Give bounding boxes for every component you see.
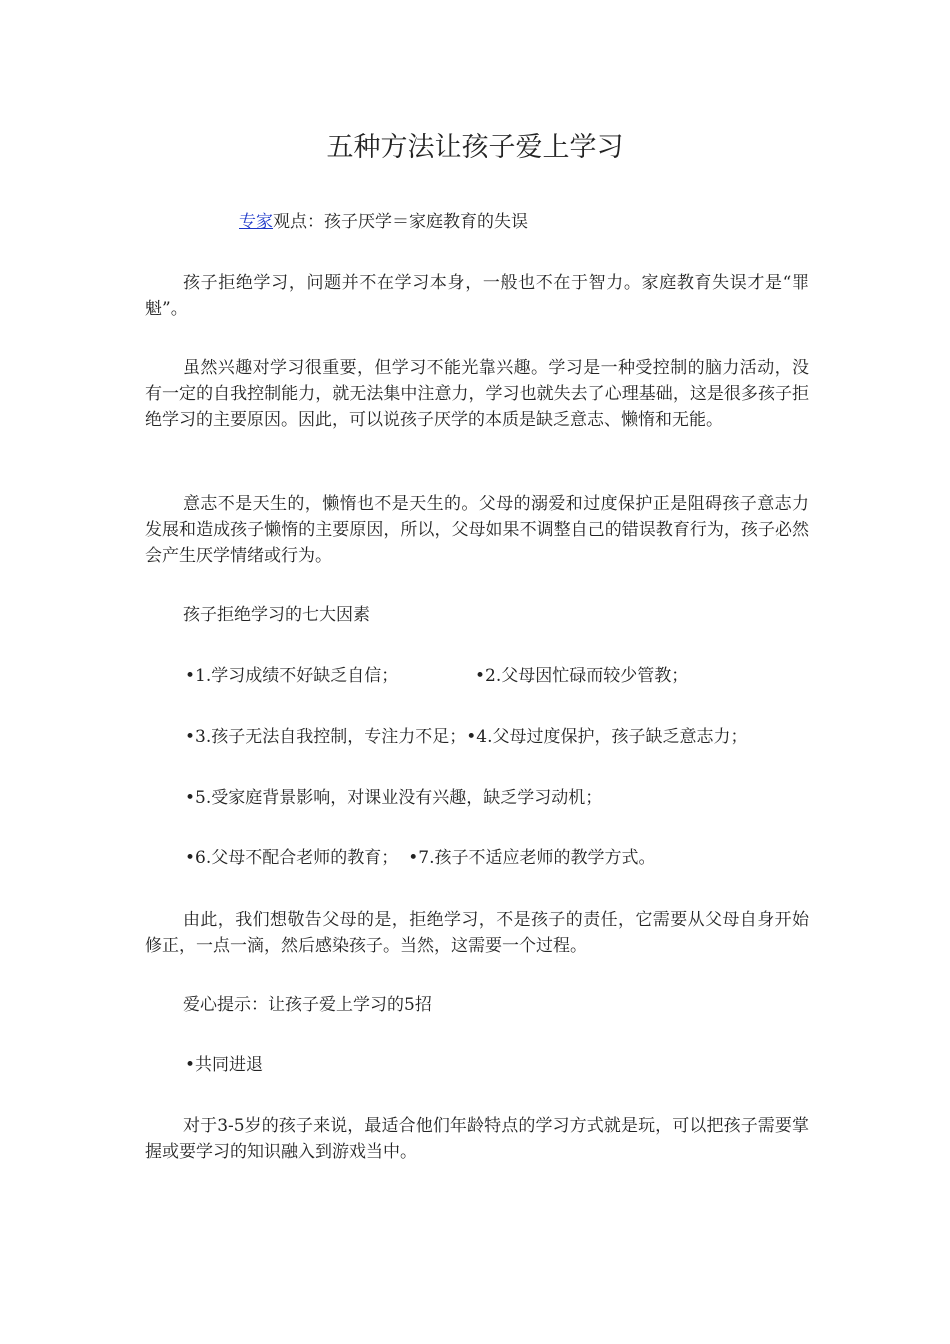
tip1-paragraph: 对于3-5岁的孩子来说，最适合他们年龄特点的学习方式就是玩，可以把孩子需要掌握或要学习的知识融入到游戏当中。 [145, 1116, 809, 1162]
factor-item: •6.父母不配合老师的教育； [185, 848, 399, 868]
tips-heading: 爱心提示：让孩子爱上学习的5招 [183, 995, 432, 1015]
expert-link[interactable]: 专家 [239, 212, 273, 232]
paragraph-3: 意志不是天生的，懒惰也不是天生的。父母的溺爱和过度保护正是阻碍孩子意志力发展和造成孩子懒惰的主要原因，所以，父母如果不调整自己的错误教育行为，孩子必然会产生厌学情绪或行为。 [145, 494, 809, 566]
factor-item: •5.受家庭背景影响，对课业没有兴趣，缺乏学习动机； [185, 788, 603, 808]
factors-row-4 [185, 845, 656, 871]
conclusion-paragraph: 由此，我们想敬告父母的是，拒绝学习，不是孩子的责任，它需要从父母自身开始修正，一点一滴，然后感染孩子。当然，这需要一个过程。 [145, 910, 809, 956]
paragraph-2: 虽然兴趣对学习很重要，但学习不能光靠兴趣。学习是一种受控制的脑力活动，没有一定的自我控制能力，就无法集中注意力，学习也就失去了心理基础，这是很多孩子拒绝学习的主要原因。因此，可以说孩子厌学的本质是缺乏意志、懒惰和无能。 [145, 358, 809, 430]
factors-heading: 孩子拒绝学习的七大因素 [183, 605, 370, 625]
factor-item: •4.父母过度保护，孩子缺乏意志力； [466, 727, 748, 747]
factors-row-3 [185, 785, 602, 811]
page-title: 五种方法让孩子爱上学习 [326, 132, 624, 163]
factor-item: •1.学习成绩不好缺乏自信； [185, 666, 399, 686]
factor-item: •2.父母因忙碌而较少管教； [475, 666, 689, 686]
factor-item: •7.孩子不适应老师的教学方式。 [408, 848, 656, 868]
factors-row-2 [185, 724, 748, 750]
expert-view-text: 观点：孩子厌学＝家庭教育的失误 [273, 212, 528, 232]
paragraph-1: 孩子拒绝学习，问题并不在学习本身，一般也不在于智力。家庭教育失误才是“罪魁”。 [145, 273, 809, 319]
tip1-heading: •共同进退 [185, 1055, 264, 1075]
factor-item: •3.孩子无法自我控制，专注力不足； [185, 727, 467, 747]
factors-row-1 [185, 663, 688, 689]
expert-view-line [239, 209, 528, 235]
